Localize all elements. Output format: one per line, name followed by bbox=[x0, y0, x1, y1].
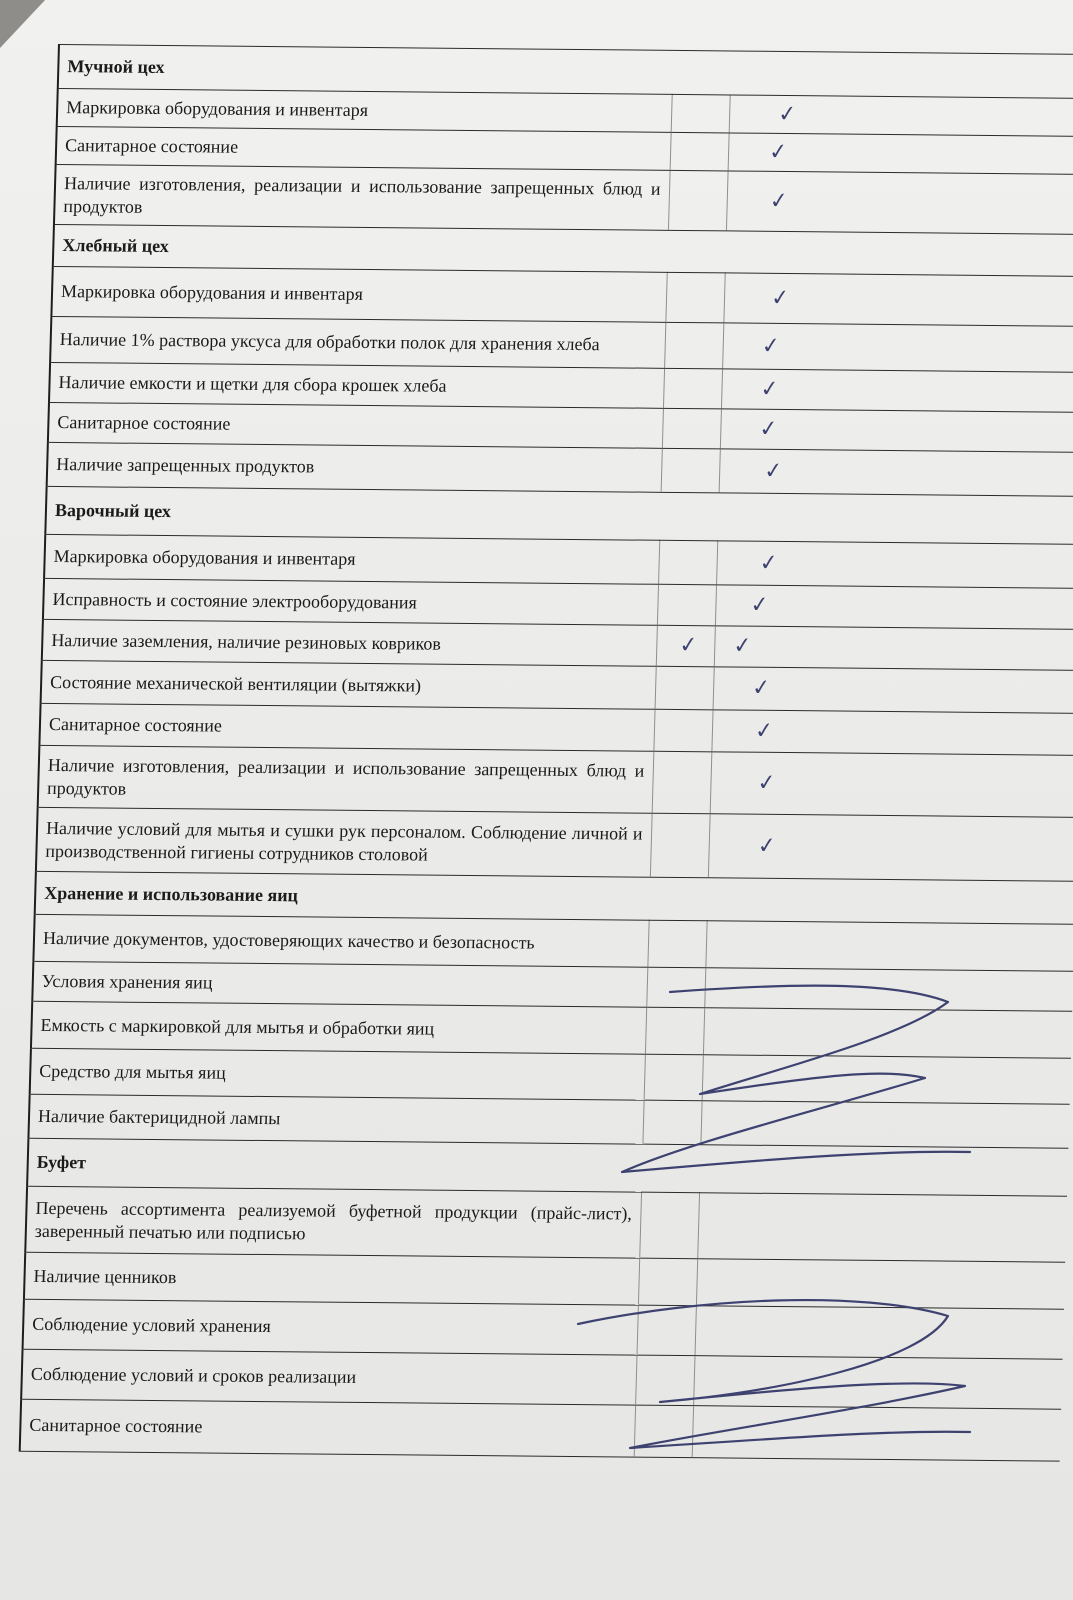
mid-cell bbox=[644, 1054, 703, 1101]
check-mark: ✓ bbox=[758, 549, 779, 577]
row-label: Состояние механической вентиляции (вытяжки) bbox=[41, 660, 656, 709]
mid-cell bbox=[634, 1405, 693, 1458]
check-mark: ✓ bbox=[677, 632, 699, 659]
mid-cell bbox=[662, 408, 721, 449]
mark-cell bbox=[714, 626, 1073, 671]
mark-cell bbox=[693, 1356, 1062, 1410]
mark-cell bbox=[708, 814, 1073, 882]
row-label: Исправность и состояние электрооборудования bbox=[43, 578, 658, 625]
check-mark: ✓ bbox=[776, 100, 798, 128]
mid-cell bbox=[653, 709, 712, 752]
mark-cell bbox=[702, 1055, 1071, 1105]
row-label: Санитарное состояние bbox=[56, 126, 671, 170]
check-mark: ✓ bbox=[768, 187, 789, 215]
row-label: Наличие емкости и щетки для сбора крошек хлеба bbox=[49, 362, 664, 408]
check-mark: ✓ bbox=[759, 375, 780, 403]
mark-cell bbox=[721, 369, 1073, 413]
row-label: Наличие изготовления, реализации и использование запрещенных блюд и продуктов bbox=[38, 745, 654, 813]
mid-cell bbox=[638, 1258, 697, 1306]
row-label: Соблюдение условий и сроков реализации bbox=[21, 1349, 636, 1405]
row-label: Наличие изготовления, реализации и использование запрещенных блюд и продуктов bbox=[54, 164, 670, 230]
row-label: Наличие 1% раствора уксуса для обработки полок для хранения хлеба bbox=[50, 316, 665, 368]
mark-cell bbox=[713, 667, 1073, 714]
mid-cell bbox=[665, 272, 724, 323]
mid-cell bbox=[661, 448, 720, 493]
mid-cell bbox=[655, 666, 714, 710]
section-title: Хлебный цех bbox=[53, 224, 1073, 276]
section-title: Варочный цех bbox=[45, 486, 1073, 544]
mid-cell bbox=[670, 132, 729, 171]
section-title: Мучной цех bbox=[58, 45, 1073, 99]
mark-cell bbox=[703, 1008, 1072, 1059]
section-title: Буфет bbox=[27, 1138, 1068, 1196]
mark-cell bbox=[726, 171, 1073, 235]
mark-cell bbox=[696, 1259, 1065, 1310]
mark-cell bbox=[723, 273, 1073, 327]
checklist-table bbox=[19, 44, 1073, 1462]
check-mark: ✓ bbox=[762, 457, 784, 485]
mid-cell bbox=[668, 170, 728, 231]
mid-cell bbox=[664, 322, 723, 369]
row-label: Перечень ассортимента реализуемой буфетной продукции (прайс-лист), заверенный печатью или подписью bbox=[25, 1186, 641, 1258]
section-title: Хранение и использование яиц bbox=[35, 871, 1073, 924]
check-mark: ✓ bbox=[756, 832, 777, 860]
mark-cell bbox=[705, 921, 1073, 972]
mid-cell bbox=[647, 920, 706, 968]
check-mark: ✓ bbox=[769, 284, 790, 312]
mark-cell bbox=[697, 1193, 1067, 1263]
row-label: Средство для мытья яиц bbox=[30, 1048, 645, 1100]
check-mark: ✓ bbox=[767, 138, 789, 166]
checklist-sheet bbox=[19, 44, 1073, 1462]
table-row bbox=[20, 1399, 1061, 1461]
mid-cell bbox=[652, 751, 712, 814]
row-label: Наличие бактерицидной лампы bbox=[28, 1094, 643, 1144]
row-label: Наличие заземления, наличие резиновых ковриков bbox=[42, 619, 657, 666]
mid-cell bbox=[663, 368, 722, 409]
mark-cell bbox=[715, 585, 1073, 630]
row-label: Емкость с маркировкой для мытья и обработки яиц bbox=[31, 1001, 646, 1054]
table-row bbox=[54, 164, 1073, 234]
table-row bbox=[38, 745, 1073, 817]
mid-cell bbox=[635, 1355, 694, 1406]
mid-cell bbox=[637, 1305, 696, 1356]
row-label: Маркировка оборудования и инвентаря bbox=[44, 534, 659, 584]
row-label: Маркировка оборудования и инвентаря bbox=[51, 266, 666, 322]
mark-cell bbox=[700, 1101, 1069, 1149]
row-label: Наличие запрещенных продуктов bbox=[47, 442, 662, 492]
check-mark: ✓ bbox=[750, 674, 772, 702]
mark-cell bbox=[716, 541, 1073, 589]
row-label: Санитарное состояние bbox=[39, 703, 654, 751]
mid-cell bbox=[657, 584, 716, 626]
row-label: Маркировка оборудования и инвентаря bbox=[57, 88, 672, 132]
row-label: Условия хранения яиц bbox=[32, 961, 647, 1007]
mid-cell bbox=[639, 1192, 699, 1259]
check-mark: ✓ bbox=[756, 769, 777, 797]
mark-cell bbox=[729, 95, 1073, 137]
mid-cell bbox=[671, 94, 730, 133]
mark-cell bbox=[704, 968, 1073, 1012]
mid-cell bbox=[642, 1100, 701, 1145]
row-label: Санитарное состояние bbox=[48, 402, 663, 448]
mid-cell bbox=[656, 625, 715, 667]
check-mark: ✓ bbox=[757, 415, 779, 443]
check-mark: ✓ bbox=[749, 591, 770, 619]
mid-cell bbox=[646, 967, 705, 1008]
mark-cell bbox=[692, 1406, 1061, 1462]
mark-cell bbox=[695, 1306, 1064, 1360]
table-row bbox=[25, 1186, 1067, 1262]
mark-cell bbox=[720, 409, 1073, 453]
table-row bbox=[36, 807, 1073, 881]
row-label: Наличие условий для мытья и сушки рук персоналом. Соблюдение личной и производственной гигиены сотрудников столовой bbox=[36, 807, 652, 877]
mid-cell bbox=[650, 813, 710, 878]
row-label: Наличие ценников bbox=[24, 1252, 639, 1305]
mark-cell bbox=[711, 710, 1073, 756]
check-mark: ✓ bbox=[760, 332, 781, 360]
mark-cell bbox=[722, 323, 1073, 373]
check-mark: ✓ bbox=[753, 717, 774, 745]
mid-cell bbox=[658, 540, 717, 585]
mark-cell bbox=[728, 133, 1073, 175]
mid-cell bbox=[645, 1007, 704, 1055]
mark-cell bbox=[719, 449, 1073, 497]
row-label: Наличие документов, удостоверяющих качество и безопасность bbox=[33, 914, 648, 967]
mark-cell bbox=[710, 752, 1073, 818]
row-label: Санитарное состояние bbox=[20, 1399, 635, 1457]
row-label: Соблюдение условий хранения bbox=[23, 1299, 638, 1355]
check-mark: ✓ bbox=[731, 632, 753, 660]
